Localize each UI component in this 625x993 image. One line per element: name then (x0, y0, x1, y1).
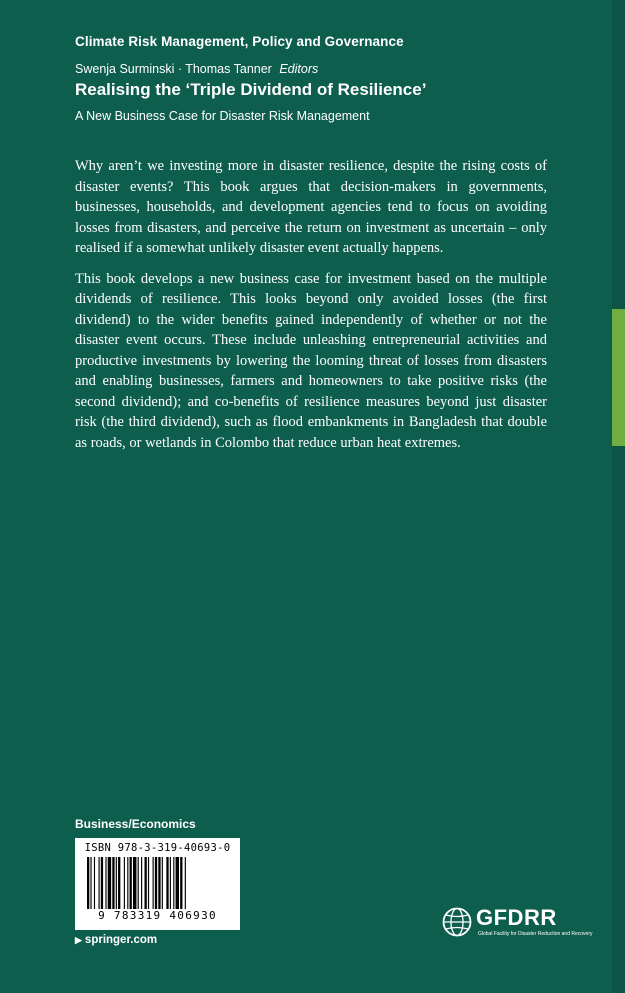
series-title: Climate Risk Management, Policy and Governance (75, 34, 404, 49)
globe-icon (442, 907, 472, 937)
authors-line (75, 62, 318, 76)
springer-link-label: springer.com (84, 934, 158, 946)
blurb (75, 156, 547, 463)
author-names: Swenja Surminski · Thomas Tanner (75, 62, 272, 76)
book-subtitle: A New Business Case for Disaster Risk Management (75, 109, 370, 123)
spine-accent-bar (612, 309, 625, 446)
arrow-right-icon: ▶ (75, 935, 82, 945)
barcode-bars (85, 857, 231, 909)
isbn-barcode (75, 838, 240, 930)
blurb-paragraph-2: This book develops a new business case for investment based on the multiple dividends of resilience. This looks beyond only avoided losses (the first dividend) to the wider benefits gained independently of whether or not the disaster event occurs. These include unleashing entrepreneurial activities and productive investments by lowering the looming threat of losses from disasters and enabling businesses, farmers and homeowners to take positive risks (the second dividend); and co-benefits of resilience measures beyond just disaster risk (the third dividend), such as flood embankments in Bangladesh that double as roads, or wetlands in Colombo that reduce urban heat extremes. (75, 270, 547, 451)
gfdrr-logo (442, 905, 607, 945)
subject-category: Business/Economics (75, 817, 196, 831)
logo-name: GFDRR (476, 905, 557, 930)
logo-tagline: Global Facility for Disaster Reduction and Recovery (478, 931, 593, 937)
book-title: Realising the ‘Triple Dividend of Resilience’ (75, 80, 427, 99)
springer-link[interactable] (75, 934, 157, 946)
isbn-label: ISBN 978-3-319-40693-0 (84, 842, 231, 854)
barcode-digits: 9 783319 406930 (98, 909, 217, 922)
spine-edge (612, 0, 625, 993)
blurb-paragraph-1: Why aren’t we investing more in disaster resilience, despite the rising costs of disaster events? This book argues that decision-makers in governments, businesses, households, and development agencies tend to focus on avoiding losses from disasters, and perceive the return on investment as uncertain – only realised if a somewhat unlikely disaster event actually happens. (75, 158, 547, 256)
editors-role: Editors (279, 62, 319, 76)
